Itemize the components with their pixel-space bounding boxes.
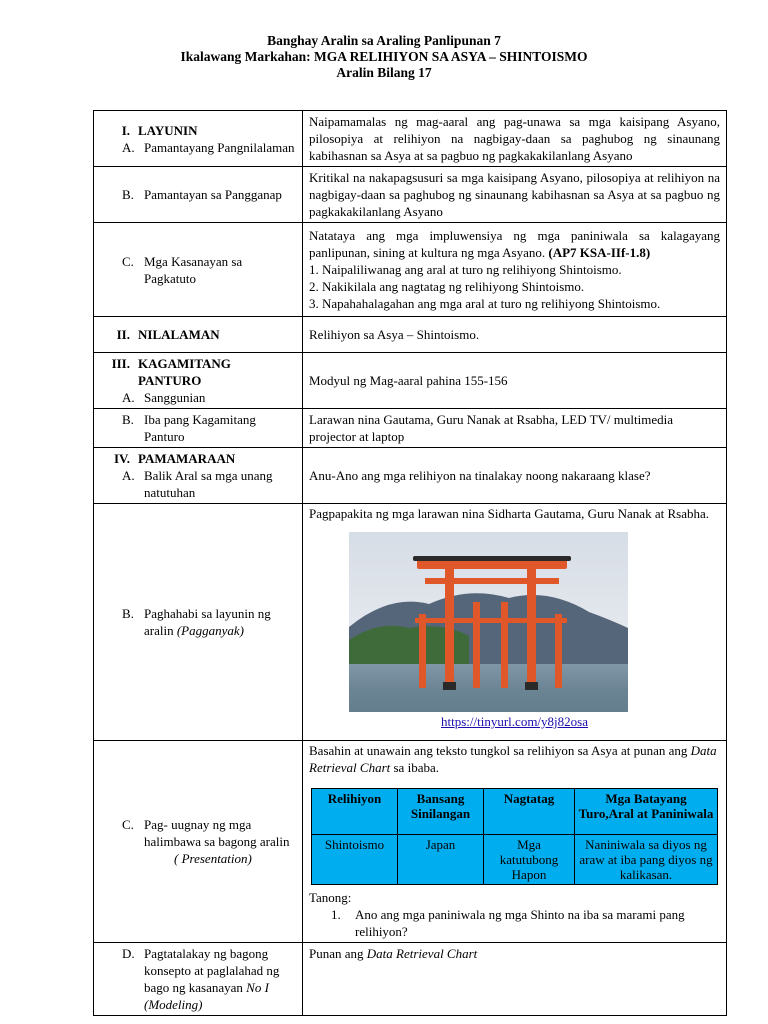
paghahabi-text: Pagpapakita ng mga larawan nina Sidharta Gautama, Guru Nanak at Rsabha. [309, 506, 709, 521]
lesson-plan-table [93, 110, 727, 1016]
pagtatalakay-label: Pagtatalakay ng bagong konsepto at paglalahad ng bago ng kasanayan [144, 946, 280, 995]
question-1: 1. Ano ang mga paniniwala ng mga Shinto na iba sa marami pang relihiyon? [331, 907, 685, 939]
drc-cell-relihiyon: Shintoismo [312, 835, 398, 885]
sanggunian-text: Modyul ng Mag-aaral pahina 155-156 [303, 353, 727, 409]
drc-data-row [312, 835, 718, 885]
pag-uugnay-label: Pag- uugnay ng mga halimbawa sa bagong aralin [144, 817, 290, 849]
pagganyak-label: (Pagganyak) [176, 623, 244, 638]
pamantayang-pangnilalaman-label: Pamantayang Pangnilalaman [144, 139, 295, 155]
row-layunin-c: C. Mga Kasanayan sa Pagkatuto Natataya ang mga impluwensiya ng mga paniniwala sa kalagayang panlipunan, sining at kultura ng mga Asyano. (AP7 KSA-IIf-1.8) 1. Naipaliliwanag ang aral at turo ng relihiyong Shintoismo. 2. Nakikilala ang nagtatag ng relihiyong Shintoismo. 3. Napahahalagahan ang mga aral at turo ng relihiyong Shintoismo. [94, 223, 727, 317]
row-kagamitang-b: B. Iba pang Kagamitang Panturo Larawan nina Gautama, Guru Nanak at Rsabha, LED TV/ multimedia projector at laptop [94, 409, 727, 448]
nilalaman-text: Relihiyon sa Asya – Shintoismo. [303, 317, 727, 353]
torii-gate-photo [349, 532, 628, 712]
modeling-label: No I (Modeling) [144, 980, 269, 1012]
objective-1: 1. Naipaliliwanag ang aral at turo ng relihiyong Shintoismo. [309, 262, 622, 277]
row-layunin-b: B. Pamantayan sa Pangganap Kritikal na nakapagsusuri sa mga kaisipang Asyano, pilosopiya at relihiyon na nagbigay-daan sa paghubog ng sinaunang kabihasnan sa Asya at sa pagbuo ng pagkakakilanlang Asyano [94, 167, 727, 223]
iba-pang-kagamitan-text: Larawan nina Gautama, Guru Nanak at Rsabha, LED TV/ multimedia projector at laptop [303, 409, 727, 448]
section-3-heading: III. KAGAMITANG PANTURO [111, 356, 231, 388]
row-pamamaraan-a: IV. PAMAMARAAN A. Balik Aral sa mga unang natutuhan Anu-Ano ang mga relihiyon na tinalakay noong nakaraang klase? [94, 448, 727, 504]
kasanayan-label: Mga Kasanayan sa Pagkatuto [144, 253, 243, 286]
section-4-heading: IV. PAMAMARAAN [113, 451, 236, 466]
drc-cell-turo: Naniniwala sa diyos ng araw at iba pang diyos ng kalikasan. [575, 835, 718, 885]
tanong-label: Tanong: [309, 890, 352, 905]
drc-header-relihiyon: Relihiyon [312, 789, 398, 835]
drc-header-bansa: Bansang Sinilangan [398, 789, 484, 835]
pamantayan-sa-pangganap-text: Kritikal na nakapagsusuri sa mga kaisipang Asyano, pilosopiya at relihiyon na nagbigay-daan sa paghubog ng sinaunang kabihasnan sa Asya at sa pagbuo ng pagkakakilanlang Asyano [303, 167, 727, 223]
row-pamamaraan-b: B. Paghahabi sa layunin ng aralin (Pagganyak) Pagpapakita ng mga larawan nina Sidharta Gautama, Guru Nanak at Rsabha. https://tinyurl.com/y8j82osa [94, 504, 727, 741]
pagtatalakay-text: Punan ang [309, 946, 364, 961]
drc-header-turo: Mga Batayang Turo,Aral at Paniniwala [575, 789, 718, 835]
iba-pang-kagamitan-label: Iba pang Kagamitang Panturo [144, 412, 256, 444]
section-2-heading: II. NILALAMAN [116, 327, 220, 342]
sanggunian-label: Sanggunian [144, 390, 206, 405]
drc-header-nagtatag: Nagtatag [484, 789, 575, 835]
objective-3: 3. Napahahalagahan ang mga aral at turo ng relihiyong Shintoismo. [309, 296, 661, 311]
drc-cell-nagtatag: Mga katutubong Hapon [484, 835, 575, 885]
paghahabi-label: Paghahabi sa layunin ng aralin [144, 606, 271, 638]
document-header [0, 33, 768, 81]
presentation-label: ( Presentation) [174, 851, 252, 866]
pamantayang-pangnilalaman-text: Naipamamalas ng mag-aaral ang pag-unawa sa mga kaisipang Asyano, pilosopiya at relihiyon na nagbigay-daan sa paghubog ng sinaunang kabihasnan sa Asya at sa pagbuo ng pagkakakilanlang Asyano [303, 111, 727, 167]
header-line-1: Banghay Aralin sa Araling Panlipunan 7 [267, 33, 501, 48]
row-pamamaraan-c: C. Pag- uugnay ng mga halimbawa sa bagong aralin ( Presentation) Basahin at unawain ang teksto tungkol sa relihiyon sa Asya at punan ang Data Retrieval Chart sa ibaba. Relihiyon Bansang Sinilangan Nagtatag Mga Batayang Turo,Aral at Paniniwala Shintoismo Japan Mga katutubong Hapon Naniniwala sa diyos ng araw at iba pang diyos ng kalikasan. Tanong: 1. Ano ang mga paniniwala ng mga Shinto na iba sa marami pang relihiyon? [94, 741, 727, 943]
section-1-heading: I. LAYUNIN [121, 122, 198, 138]
objective-2: 2. Nakikilala ang nagtatag ng relihiyong Shintoismo. [309, 279, 585, 294]
row-kagamitang-a: III. KAGAMITANG PANTURO A. Sanggunian Modyul ng Mag-aaral pahina 155-156 [94, 353, 727, 409]
drc-header-row [312, 789, 718, 835]
row-layunin-a: I. LAYUNIN A. Pamantayang Pangnilalaman Naipamamalas ng mag-aaral ang pag-unawa sa mga kaisipang Asyano, pilosopiya at relihiyon na nagbigay-daan sa paghubog ng sinaunang kabihasnan sa Asya at sa pagbuo ng pagkakakilanlang Asyano [94, 111, 727, 167]
pamantayan-sa-pangganap-label: Pamantayan sa Pangganap [144, 187, 282, 202]
drc-ref-2: Data Retrieval Chart [366, 946, 478, 961]
data-retrieval-chart [311, 788, 718, 885]
image-source-link[interactable]: https://tinyurl.com/y8j82osa [441, 714, 588, 729]
competency-code: (AP7 KSA-IIf-1.8) [548, 245, 651, 260]
pag-uugnay-text: Basahin at unawain ang teksto tungkol sa relihiyon sa Asya at punan ang [309, 743, 688, 758]
row-pamamaraan-d: D. Pagtatalakay ng bagong konsepto at paglalahad ng bago ng kasanayan No I (Modeling) Punan ang Data Retrieval Chart [94, 943, 727, 1016]
header-line-2: Ikalawang Markahan: MGA RELIHIYON SA ASYA – SHINTOISMO [180, 49, 588, 64]
row-nilalaman [94, 317, 727, 353]
drc-cell-bansa: Japan [398, 835, 484, 885]
balik-aral-text: Anu-Ano ang mga relihiyon na tinalakay noong nakaraang klase? [303, 448, 727, 504]
kasanayan-text: Natataya ang mga impluwensiya ng mga paniniwala sa kalagayang panlipunan, sining at kultura ng mga Asyano. [309, 228, 720, 260]
drc-ref: Data Retrieval Chart [309, 743, 717, 775]
header-line-3: Aralin Bilang 17 [336, 65, 432, 80]
balik-aral-label: Balik Aral sa mga unang natutuhan [144, 468, 273, 500]
